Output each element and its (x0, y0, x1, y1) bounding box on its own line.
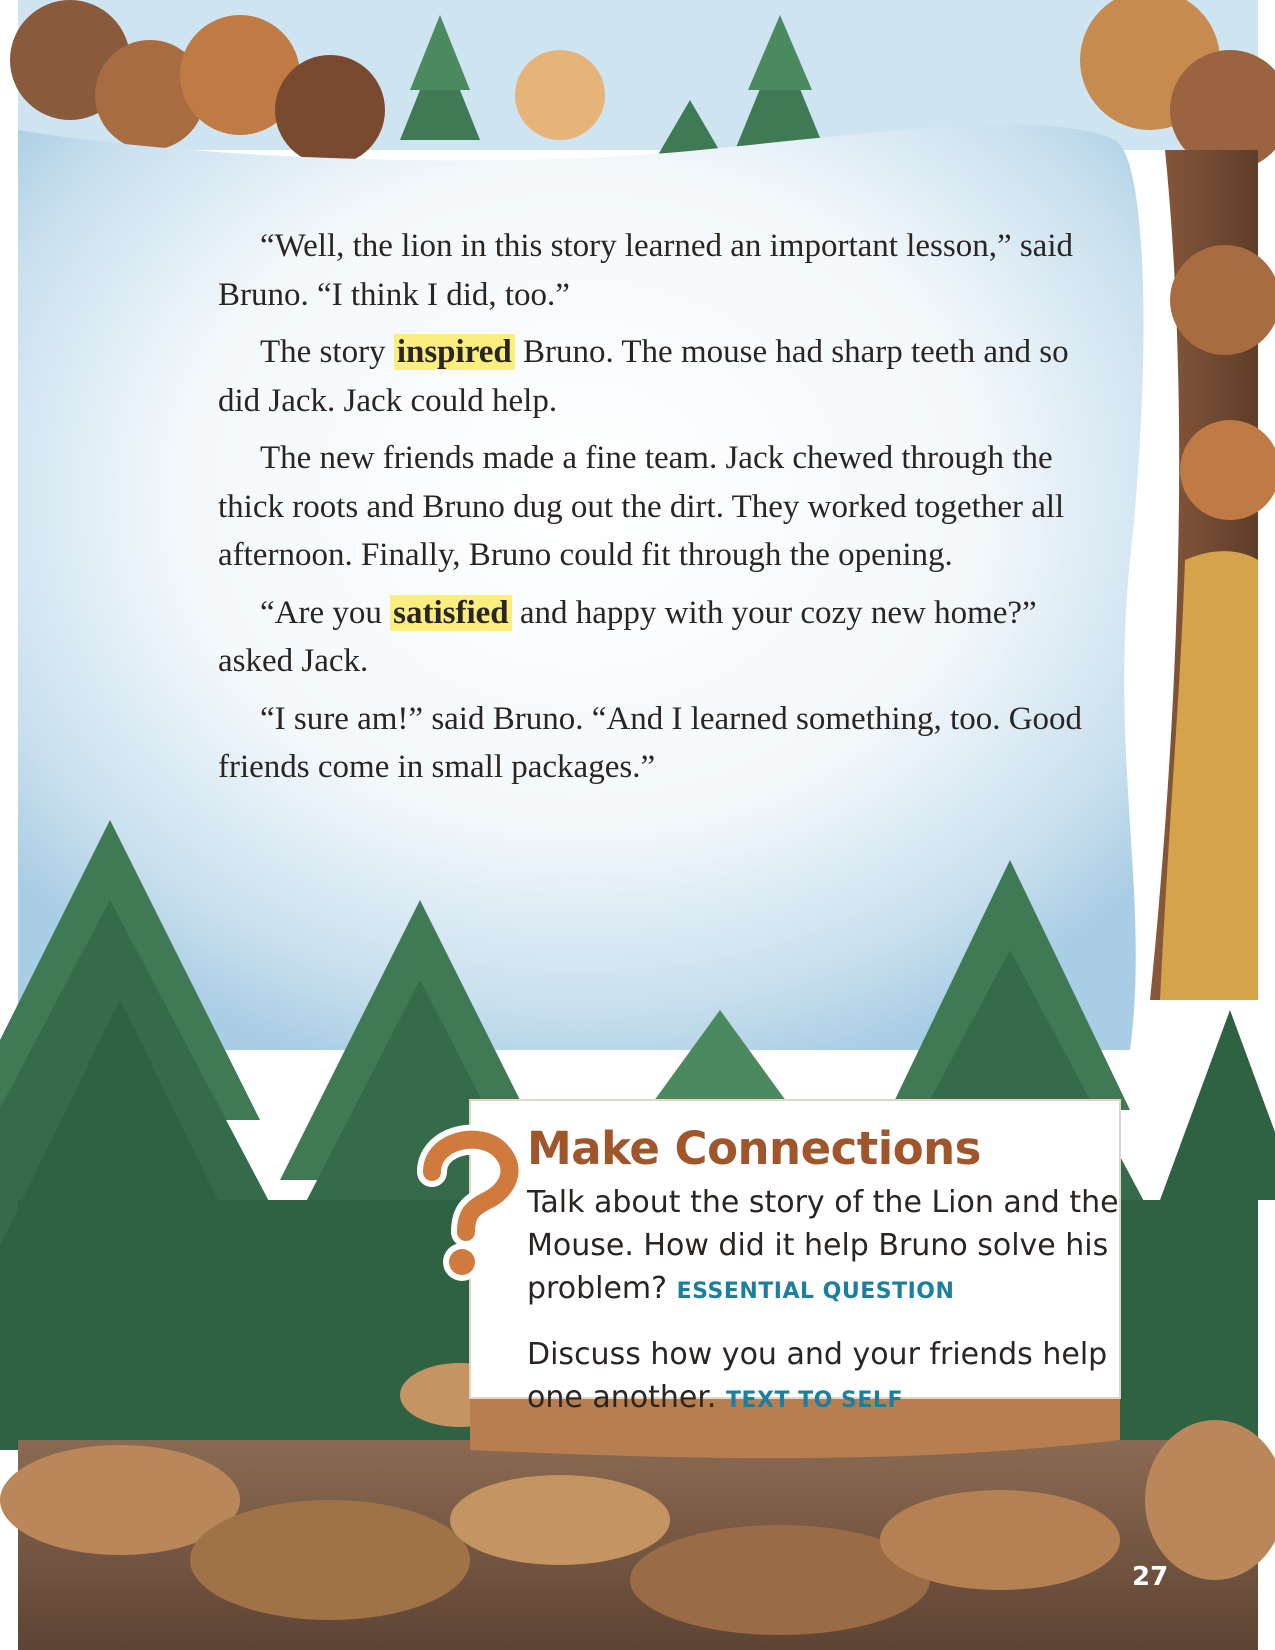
story-paragraph-5: “I sure am!” said Bruno. “And I learned something, too. Good friends come in small packages.” (218, 700, 1083, 785)
essential-question-tag: ESSENTIAL QUESTION (676, 1279, 955, 1304)
story-text (218, 222, 1098, 801)
vocabulary-word-satisfied: satisfied (390, 595, 512, 631)
story-paragraph-4: “Are you satisfied and happy with your cozy new home?” asked Jack. (218, 594, 1037, 679)
page-number: 27 (1132, 1562, 1169, 1592)
make-connections-title: Make Connections (527, 1122, 981, 1175)
make-connections-box (527, 1122, 1127, 1442)
story-paragraph-2: The story inspired Bruno. The mouse had sharp teeth and so did Jack. Jack could help. (218, 334, 1069, 419)
text-to-self-tag: TEXT TO SELF (726, 1388, 903, 1413)
vocabulary-word-inspired: inspired (394, 334, 515, 370)
connection-question-1: Talk about the story of the Lion and the Mouse. How did it help Bruno solve his problem? ESSENTIAL QUESTION (527, 1185, 1119, 1306)
story-paragraph-1: “Well, the lion in this story learned an important lesson,” said Bruno. “I think I did, too.” (218, 228, 1073, 313)
story-paragraph-3: The new friends made a fine team. Jack chewed through the thick roots and Bruno dug out the dirt. They worked together all afternoon. Finally, Bruno could fit through the opening. (218, 440, 1065, 573)
connection-question-2: Discuss how you and your friends help one another. TEXT TO SELF (527, 1337, 1108, 1415)
